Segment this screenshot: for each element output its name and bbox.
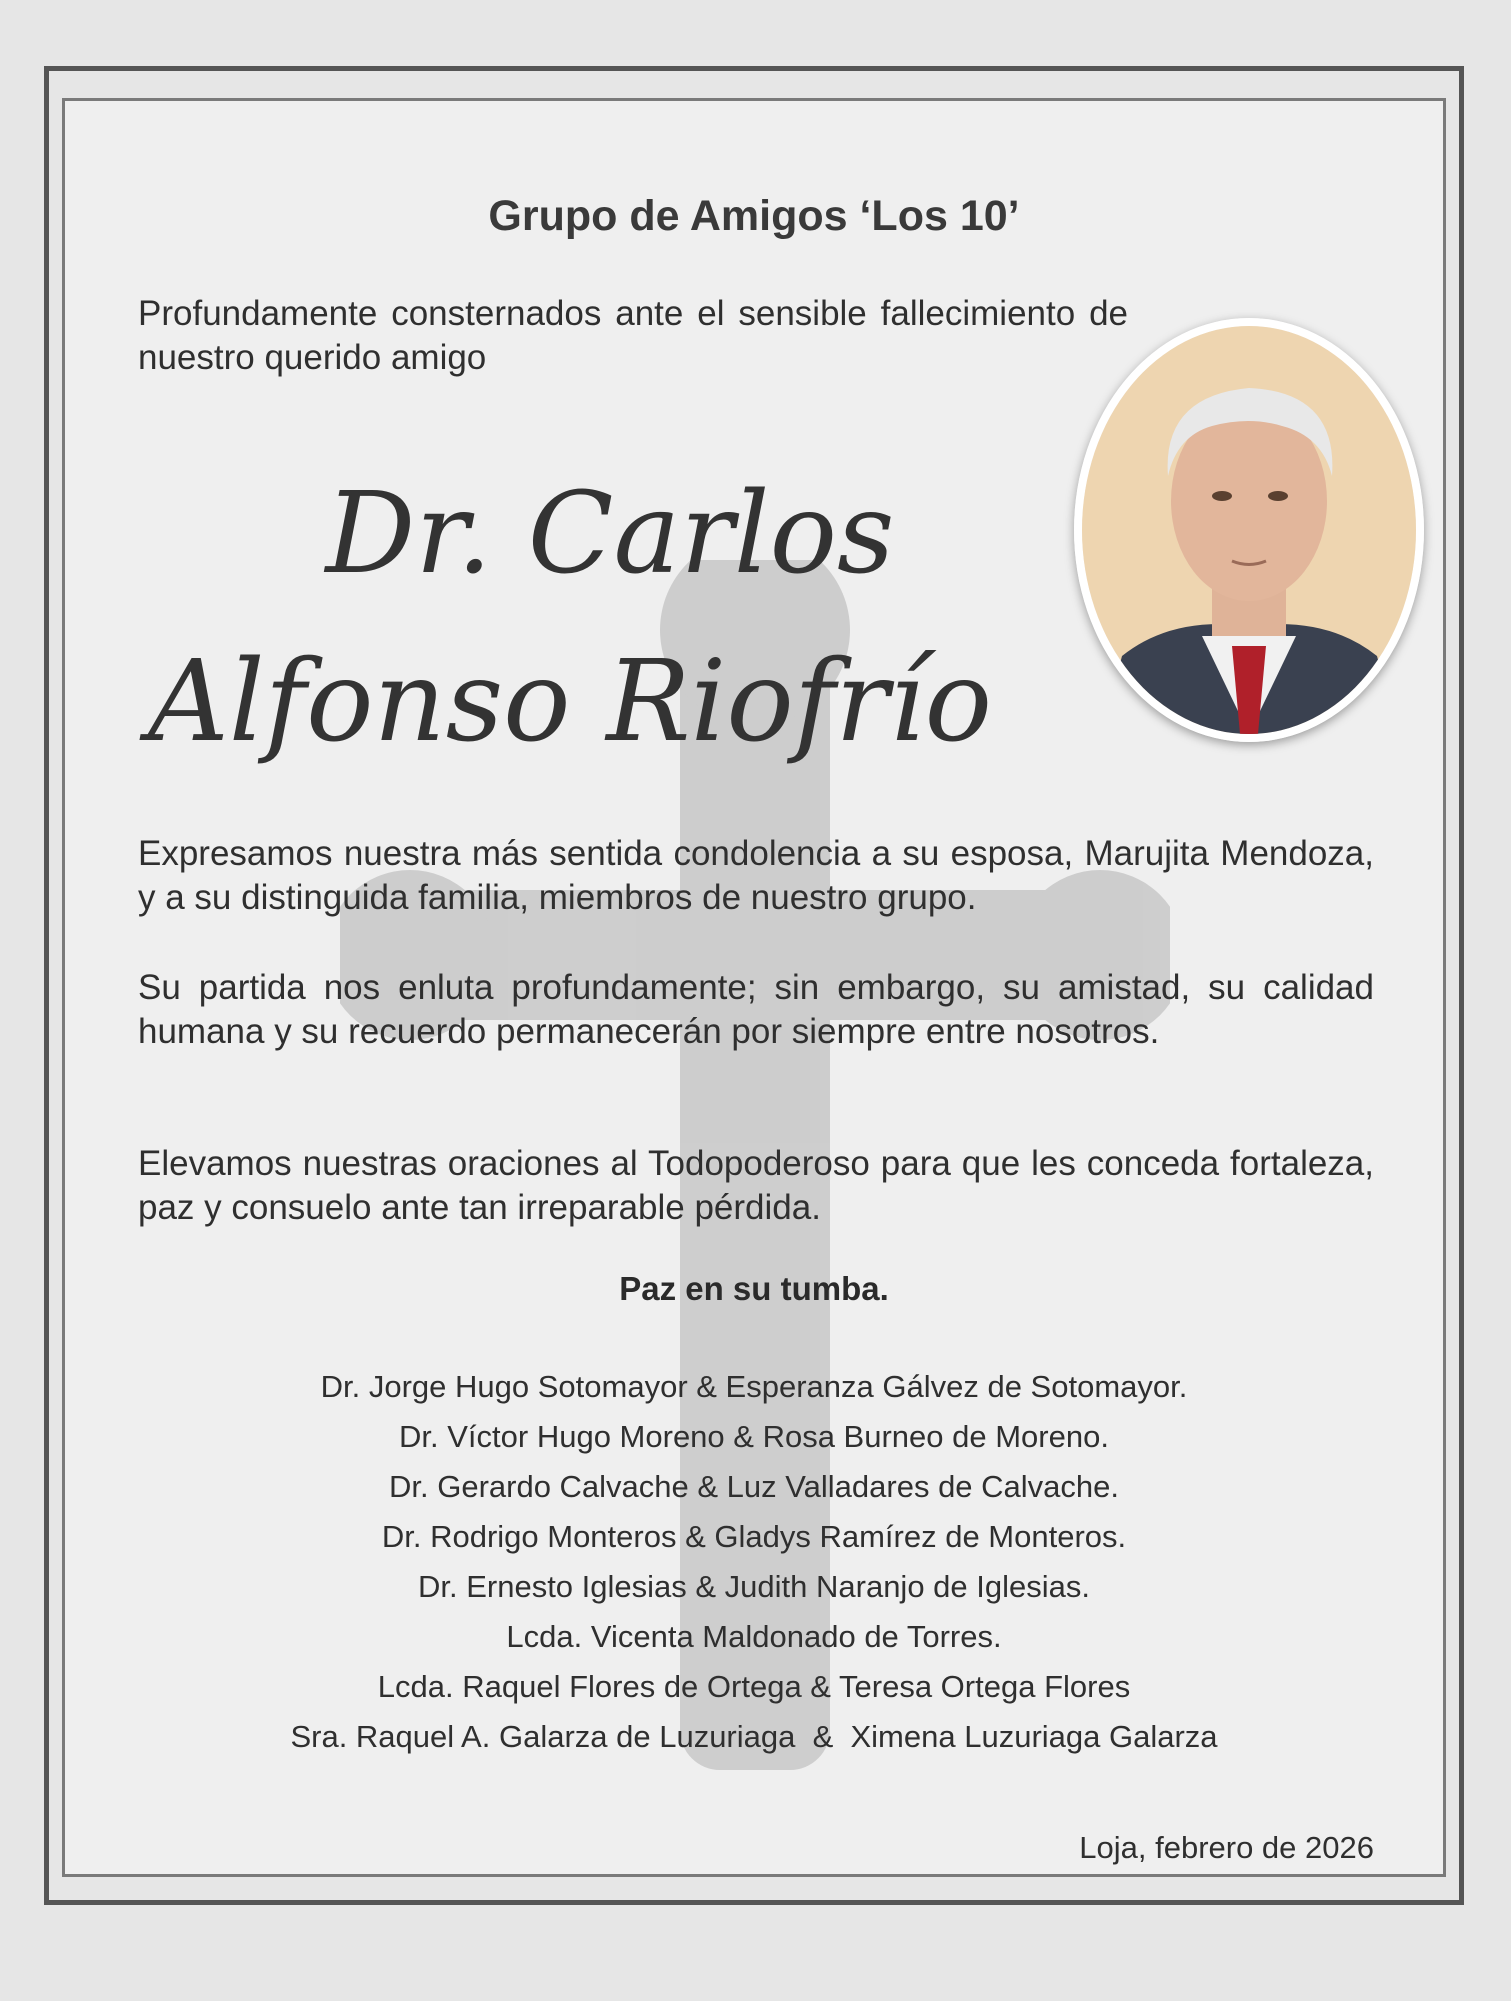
group-heading: Grupo de Amigos ‘Los 10’ bbox=[488, 192, 1020, 240]
signer-item: Dr. Víctor Hugo Moreno & Rosa Burneo de Moreno. bbox=[399, 1419, 1109, 1454]
signer-item: Lcda. Raquel Flores de Ortega & Teresa Ortega Flores bbox=[377, 1669, 1131, 1704]
condolence-paragraph: Expresamos nuestra más sentida condolencia a su esposa, Marujita Mendoza, y a su distinguida familia, miembros de nuestro grupo. bbox=[138, 834, 1374, 917]
place-date: Loja, febrero de 2026 bbox=[1079, 1830, 1374, 1865]
signer-item: Dr. Gerardo Calvache & Luz Valladares de Calvache. bbox=[388, 1469, 1120, 1504]
tribute-paragraph: Su partida nos enluta profundamente; sin embargo, su amistad, su calidad humana y su recuerdo permanecerán por siempre entre nosotros. bbox=[138, 968, 1374, 1051]
name-line-2: Alfonso Riofrío bbox=[147, 637, 993, 767]
portrait-photo bbox=[1074, 318, 1424, 742]
signer-item: Sra. Raquel A. Galarza de Luzuriaga & Ximena Luzuriaga Galarza bbox=[290, 1719, 1218, 1754]
signers-list bbox=[62, 1362, 1446, 1762]
signer-item: Lcda. Vicenta Maldonado de Torres. bbox=[506, 1619, 1002, 1654]
signer-item: Dr. Ernesto Iglesias & Judith Naranjo de Iglesias. bbox=[417, 1569, 1090, 1604]
prayer-paragraph: Elevamos nuestras oraciones al Todopoderoso para que les conceda fortaleza, paz y consuelo ante tan irreparable pérdida. bbox=[138, 1144, 1374, 1227]
signer-item: Dr. Jorge Hugo Sotomayor & Esperanza Gálvez de Sotomayor. bbox=[320, 1369, 1188, 1404]
deceased-name bbox=[130, 450, 1090, 786]
signer-item: Dr. Rodrigo Monteros & Gladys Ramírez de Monteros. bbox=[381, 1519, 1127, 1554]
intro-text: Profundamente consternados ante el sensible fallecimiento de nuestro querido amigo bbox=[138, 294, 1128, 377]
name-line-1: Dr. Carlos bbox=[325, 469, 895, 599]
portrait-image bbox=[1082, 326, 1416, 734]
closing-line: Paz en su tumba. bbox=[619, 1270, 889, 1307]
